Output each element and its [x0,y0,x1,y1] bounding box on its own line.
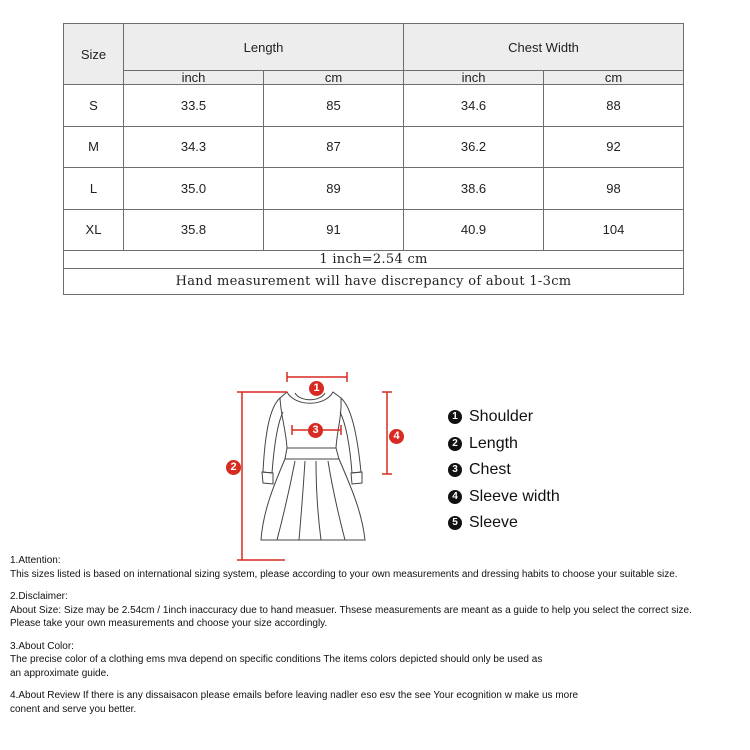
cell-chest-inch: 34.6 [404,85,544,127]
legend-label: Length [469,434,518,452]
table-row [64,168,684,210]
legend-item-chest [448,457,560,484]
measurement-legend [448,404,560,537]
unit-length-cm: cm [264,71,404,85]
cell-length-inch: 35.8 [124,209,264,251]
cell-length-inch: 34.3 [124,126,264,168]
note-line: About Size: Size may be 2.54cm / 1inch inaccuracy due to hand measuer. Thsese measurements are meant as a guide to help you select the correct size. [10,604,692,616]
header-size: Size [64,24,124,85]
unit-chest-inch: inch [404,71,544,85]
legend-label: Sleeve width [469,487,560,505]
callout-2: 2 [226,460,241,475]
cell-size: XL [64,209,124,251]
color-note [10,640,748,681]
callout-3: 3 [308,423,323,438]
legend-label: Chest [469,461,511,479]
legend-item-sleeve [448,510,560,537]
note-line: 4.About Review If there is any dissaisacon please emails before leaving nadler eso esv the see Your ecognition w make us more [10,690,579,701]
header-chest-width: Chest Width [404,24,684,71]
header-length: Length [124,24,404,71]
note-line: This sizes listed is based on international sizing system, please according to your own measurements and dressing habits to choose your suitable size. [10,568,678,580]
number-2-icon: 2 [448,437,462,451]
table-row [64,126,684,168]
cell-chest-cm: 98 [544,168,684,210]
cell-length-inch: 35.0 [124,168,264,210]
legend-label: Sleeve [469,514,518,532]
review-note [10,689,748,716]
size-chart-table [63,23,684,295]
legend-item-shoulder [448,404,560,431]
cell-chest-inch: 40.9 [404,209,544,251]
attention-note [10,554,748,581]
disclaimer-note [10,590,748,631]
note-line: an approximate guide. [10,667,109,679]
cell-length-inch: 33.5 [124,85,264,127]
legend-label: Shoulder [469,408,534,426]
number-3-icon: 3 [448,463,462,477]
cell-size: L [64,168,124,210]
cell-size: M [64,126,124,168]
number-4-icon: 4 [448,490,462,504]
cell-length-cm: 91 [264,209,404,251]
number-5-icon: 5 [448,516,462,530]
cell-size: S [64,85,124,127]
callout-4: 4 [389,429,404,444]
note-line: conent and serve you better. [10,703,137,715]
number-1-icon: 1 [448,410,462,424]
cell-chest-inch: 36.2 [404,126,544,168]
legend-item-sleeve-width [448,484,560,511]
note-title: 3.About Color: [10,640,74,652]
cell-length-cm: 85 [264,85,404,127]
table-unit-row [64,71,684,85]
cell-chest-cm: 92 [544,126,684,168]
note-title: 2.Disclaimer: [10,591,68,602]
notes-section [10,554,748,725]
cell-chest-cm: 104 [544,209,684,251]
unit-chest-cm: cm [544,71,684,85]
cell-length-cm: 87 [264,126,404,168]
unit-length-inch: inch [124,71,264,85]
callout-1: 1 [309,381,324,396]
discrepancy-note: Hand measurement will have discrepancy of about 1-3cm [64,269,684,295]
conversion-note: 1 inch=2.54 cm [64,251,684,269]
legend-item-length [448,431,560,458]
table-row [64,85,684,127]
table-row [64,209,684,251]
cell-chest-inch: 38.6 [404,168,544,210]
table-header-row [64,24,684,71]
dress-measurement-diagram [215,362,415,562]
discrepancy-note-row [64,269,684,295]
note-line: The precise color of a clothing ems mva depend on specific conditions The items colors depicted should only be used as [10,654,543,665]
note-title: 1.Attention: [10,555,61,566]
conversion-note-row [64,251,684,269]
cell-length-cm: 89 [264,168,404,210]
note-line: Please take your own measurements and choose your size accordingly. [10,618,328,629]
cell-chest-cm: 88 [544,85,684,127]
